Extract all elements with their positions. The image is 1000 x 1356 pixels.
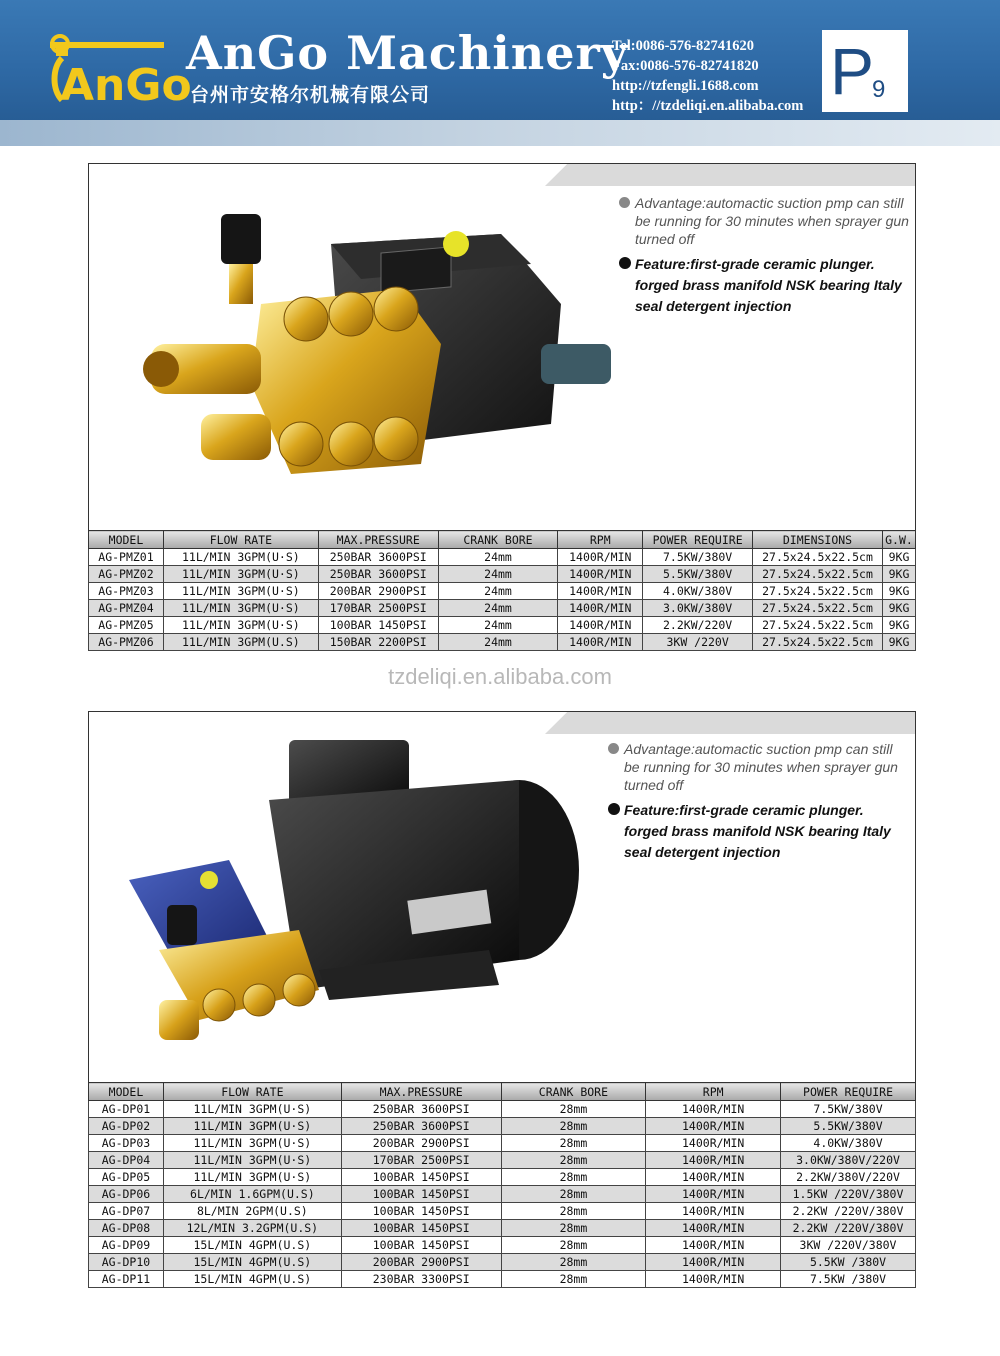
table-cell: 2.2KW /220V/380V bbox=[781, 1203, 916, 1220]
column-header: FLOW RATE bbox=[163, 1083, 341, 1101]
table-cell: 3KW /220V/380V bbox=[781, 1237, 916, 1254]
table-cell: AG-PMZ04 bbox=[89, 600, 164, 617]
table-cell: 250BAR 3600PSI bbox=[318, 566, 438, 583]
table-cell: AG-DP03 bbox=[89, 1135, 164, 1152]
table-cell: 9KG bbox=[882, 600, 915, 617]
table-cell: 1400R/MIN bbox=[646, 1169, 781, 1186]
table-cell: 1.5KW /220V/380V bbox=[781, 1186, 916, 1203]
table-cell: 3.0KW/380V/220V bbox=[781, 1152, 916, 1169]
website-link-1688[interactable]: http://tzfengli.1688.com bbox=[612, 78, 759, 94]
table-cell: 11L/MIN 3GPM(U·S) bbox=[163, 549, 318, 566]
table-cell: 28mm bbox=[501, 1254, 646, 1271]
table-cell: 27.5x24.5x22.5cm bbox=[753, 549, 883, 566]
table-row bbox=[89, 634, 916, 651]
table-cell: 1400R/MIN bbox=[646, 1271, 781, 1288]
table-row bbox=[89, 549, 916, 566]
table-cell: 1400R/MIN bbox=[646, 1152, 781, 1169]
page-header bbox=[0, 0, 1000, 120]
bullet-icon bbox=[619, 197, 630, 208]
table-cell: AG-PMZ01 bbox=[89, 549, 164, 566]
table-cell: 7.5KW /380V bbox=[781, 1271, 916, 1288]
table-cell: 28mm bbox=[501, 1237, 646, 1254]
table-cell: 28mm bbox=[501, 1271, 646, 1288]
table-row bbox=[89, 1237, 916, 1254]
table-cell: 1400R/MIN bbox=[646, 1237, 781, 1254]
column-header: RPM bbox=[558, 531, 643, 549]
table-cell: 250BAR 3600PSI bbox=[341, 1118, 501, 1135]
table-cell: 24mm bbox=[438, 549, 558, 566]
bullet-icon bbox=[619, 257, 631, 269]
tel-text: Tel:0086-576-82741620 bbox=[612, 38, 755, 54]
table-cell: 2.2KW/220V bbox=[643, 617, 753, 634]
table-cell: 24mm bbox=[438, 566, 558, 583]
spec-table-dp bbox=[88, 1082, 916, 1288]
table-cell: 1400R/MIN bbox=[646, 1135, 781, 1152]
motor-pump-image bbox=[119, 720, 589, 1080]
table-row bbox=[89, 1203, 916, 1220]
table-cell: 28mm bbox=[501, 1169, 646, 1186]
table-cell: 15L/MIN 4GPM(U.S) bbox=[163, 1271, 341, 1288]
table-cell: AG-DP01 bbox=[89, 1101, 164, 1118]
table-row bbox=[89, 1254, 916, 1271]
table-cell: 4.0KW/380V bbox=[643, 583, 753, 600]
table-row bbox=[89, 600, 916, 617]
column-header: POWER REQUIRE bbox=[643, 531, 753, 549]
table-cell: 250BAR 3600PSI bbox=[341, 1101, 501, 1118]
table-cell: AG-DP10 bbox=[89, 1254, 164, 1271]
table-cell: 11L/MIN 3GPM(U·S) bbox=[163, 1135, 341, 1152]
table-row bbox=[89, 566, 916, 583]
table-cell: 1400R/MIN bbox=[646, 1118, 781, 1135]
table-cell: AG-DP06 bbox=[89, 1186, 164, 1203]
table-cell: 9KG bbox=[882, 634, 915, 651]
page-letter: P bbox=[830, 34, 875, 108]
table-row bbox=[89, 1186, 916, 1203]
product-panel-dp bbox=[88, 711, 916, 1083]
table-cell: 1400R/MIN bbox=[558, 549, 643, 566]
table-cell: 11L/MIN 3GPM(U·S) bbox=[163, 1152, 341, 1169]
table-cell: 28mm bbox=[501, 1203, 646, 1220]
table-cell: 27.5x24.5x22.5cm bbox=[753, 617, 883, 634]
table-cell: 200BAR 2900PSI bbox=[318, 583, 438, 600]
table-cell: 2.2KW/380V/220V bbox=[781, 1169, 916, 1186]
table-cell: 7.5KW/380V bbox=[643, 549, 753, 566]
table-cell: AG-DP02 bbox=[89, 1118, 164, 1135]
brand-name-chinese: 台州市安格尔机械有限公司 bbox=[190, 84, 431, 106]
feature-text-1: Feature:first-grade ceramic plunger. forged brass manifold NSK bearing Italy seal detergent injection bbox=[635, 254, 915, 317]
fax-text: Fax:0086-576-82741820 bbox=[612, 58, 759, 74]
table-cell: 9KG bbox=[882, 566, 915, 583]
table-cell: 24mm bbox=[438, 634, 558, 651]
panel-top-strip bbox=[545, 712, 915, 734]
table-cell: 11L/MIN 3GPM(U·S) bbox=[163, 600, 318, 617]
page-number-badge bbox=[822, 30, 908, 112]
table-cell: AG-PMZ05 bbox=[89, 617, 164, 634]
table-cell: 1400R/MIN bbox=[558, 600, 643, 617]
table-cell: 11L/MIN 3GPM(U·S) bbox=[163, 1101, 341, 1118]
triplex-pump-image bbox=[141, 194, 581, 494]
column-header: POWER REQUIRE bbox=[781, 1083, 916, 1101]
column-header: MAX.PRESSURE bbox=[341, 1083, 501, 1101]
bullet-icon bbox=[608, 743, 619, 754]
table-cell: AG-PMZ03 bbox=[89, 583, 164, 600]
header-divider-band bbox=[0, 120, 1000, 146]
column-header: FLOW RATE bbox=[163, 531, 318, 549]
ango-logo-icon bbox=[46, 28, 192, 111]
table-cell: 200BAR 2900PSI bbox=[341, 1135, 501, 1152]
spec-table-pmz bbox=[88, 530, 916, 651]
table-cell: 170BAR 2500PSI bbox=[318, 600, 438, 617]
feature-text-2: Feature:first-grade ceramic plunger. forged brass manifold NSK bearing Italy seal detergent injection bbox=[624, 800, 909, 863]
column-header: MODEL bbox=[89, 1083, 164, 1101]
table-cell: 11L/MIN 3GPM(U.S) bbox=[163, 634, 318, 651]
table-cell: 11L/MIN 3GPM(U·S) bbox=[163, 1118, 341, 1135]
table-cell: 100BAR 1450PSI bbox=[341, 1237, 501, 1254]
table-row bbox=[89, 1101, 916, 1118]
table-cell: 1400R/MIN bbox=[646, 1101, 781, 1118]
table-cell: 1400R/MIN bbox=[646, 1220, 781, 1237]
table-cell: 5.5KW/380V bbox=[643, 566, 753, 583]
table-cell: AG-DP09 bbox=[89, 1237, 164, 1254]
contact-block bbox=[612, 36, 803, 116]
table-cell: 28mm bbox=[501, 1152, 646, 1169]
table-cell: 2.2KW /220V/380V bbox=[781, 1220, 916, 1237]
table-cell: 100BAR 1450PSI bbox=[318, 617, 438, 634]
table-cell: 9KG bbox=[882, 583, 915, 600]
table-cell: 28mm bbox=[501, 1220, 646, 1237]
table-cell: 11L/MIN 3GPM(U·S) bbox=[163, 583, 318, 600]
table-cell: 100BAR 1450PSI bbox=[341, 1186, 501, 1203]
table-cell: 9KG bbox=[882, 549, 915, 566]
table-row bbox=[89, 1152, 916, 1169]
table-row bbox=[89, 1169, 916, 1186]
website-link-alibaba[interactable]: http：//tzdeliqi.en.alibaba.com bbox=[612, 98, 804, 114]
table-cell: 8L/MIN 2GPM(U.S) bbox=[163, 1203, 341, 1220]
table-cell: 28mm bbox=[501, 1186, 646, 1203]
table-cell: 150BAR 2200PSI bbox=[318, 634, 438, 651]
table-cell: AG-DP07 bbox=[89, 1203, 164, 1220]
table-cell: 11L/MIN 3GPM(U·S) bbox=[163, 1169, 341, 1186]
table-row bbox=[89, 617, 916, 634]
table-cell: 1400R/MIN bbox=[558, 617, 643, 634]
table-cell: 27.5x24.5x22.5cm bbox=[753, 566, 883, 583]
table-cell: 3KW /220V bbox=[643, 634, 753, 651]
table-cell: 24mm bbox=[438, 600, 558, 617]
column-header: MAX.PRESSURE bbox=[318, 531, 438, 549]
table-cell: 250BAR 3600PSI bbox=[318, 549, 438, 566]
table-cell: 230BAR 3300PSI bbox=[341, 1271, 501, 1288]
table-cell: AG-PMZ06 bbox=[89, 634, 164, 651]
table-cell: 11L/MIN 3GPM(U·S) bbox=[163, 617, 318, 634]
table-cell: 100BAR 1450PSI bbox=[341, 1203, 501, 1220]
table-cell: 4.0KW/380V bbox=[781, 1135, 916, 1152]
table-cell: 3.0KW/380V bbox=[643, 600, 753, 617]
table-cell: 9KG bbox=[882, 617, 915, 634]
table-cell: 1400R/MIN bbox=[558, 583, 643, 600]
table-row bbox=[89, 1135, 916, 1152]
table-cell: 28mm bbox=[501, 1101, 646, 1118]
product-panel-pmz bbox=[88, 163, 916, 531]
table-cell: 5.5KW/380V bbox=[781, 1118, 916, 1135]
column-header: G.W. bbox=[882, 531, 915, 549]
panel-top-strip bbox=[545, 164, 915, 186]
table-cell: 11L/MIN 3GPM(U·S) bbox=[163, 566, 318, 583]
table-cell: AG-PMZ02 bbox=[89, 566, 164, 583]
column-header: DIMENSIONS bbox=[753, 531, 883, 549]
column-header: CRANK BORE bbox=[501, 1083, 646, 1101]
brand-name: AnGo Machinery bbox=[186, 26, 629, 80]
table-cell: 1400R/MIN bbox=[558, 634, 643, 651]
table-cell: 27.5x24.5x22.5cm bbox=[753, 600, 883, 617]
table-cell: 100BAR 1450PSI bbox=[341, 1169, 501, 1186]
bullet-icon bbox=[608, 803, 620, 815]
table-row bbox=[89, 583, 916, 600]
table-cell: 12L/MIN 3.2GPM(U.S) bbox=[163, 1220, 341, 1237]
table-cell: 24mm bbox=[438, 583, 558, 600]
table-cell: 1400R/MIN bbox=[646, 1186, 781, 1203]
table-cell: AG-DP08 bbox=[89, 1220, 164, 1237]
column-header: CRANK BORE bbox=[438, 531, 558, 549]
advantage-text-2: Advantage:automactic suction pmp can still be running for 30 minutes when sprayer gun turned off bbox=[624, 740, 909, 794]
table-cell: AG-DP04 bbox=[89, 1152, 164, 1169]
advantage-text-1: Advantage:automactic suction pmp can still be running for 30 minutes when sprayer gun turned off bbox=[635, 194, 915, 248]
table-cell: 170BAR 2500PSI bbox=[341, 1152, 501, 1169]
table-cell: 200BAR 2900PSI bbox=[341, 1254, 501, 1271]
table-cell: 15L/MIN 4GPM(U.S) bbox=[163, 1254, 341, 1271]
table-cell: 1400R/MIN bbox=[646, 1254, 781, 1271]
table-cell: 5.5KW /380V bbox=[781, 1254, 916, 1271]
column-header: RPM bbox=[646, 1083, 781, 1101]
table-cell: 100BAR 1450PSI bbox=[341, 1220, 501, 1237]
table-cell: 1400R/MIN bbox=[646, 1203, 781, 1220]
table-cell: 1400R/MIN bbox=[558, 566, 643, 583]
watermark-text: tzdeliqi.en.alibaba.com bbox=[388, 664, 612, 689]
table-cell: 27.5x24.5x22.5cm bbox=[753, 583, 883, 600]
table-cell: 28mm bbox=[501, 1135, 646, 1152]
table-row bbox=[89, 1118, 916, 1135]
table-row bbox=[89, 1271, 916, 1288]
table-cell: AG-DP05 bbox=[89, 1169, 164, 1186]
table-row bbox=[89, 1220, 916, 1237]
table-cell: 28mm bbox=[501, 1118, 646, 1135]
svg-text:AnGo: AnGo bbox=[60, 60, 192, 111]
table-cell: AG-DP11 bbox=[89, 1271, 164, 1288]
table-cell: 24mm bbox=[438, 617, 558, 634]
column-header: MODEL bbox=[89, 531, 164, 549]
table-cell: 27.5x24.5x22.5cm bbox=[753, 634, 883, 651]
table-cell: 7.5KW/380V bbox=[781, 1101, 916, 1118]
table-cell: 6L/MIN 1.6GPM(U.S) bbox=[163, 1186, 341, 1203]
table-cell: 15L/MIN 4GPM(U.S) bbox=[163, 1237, 341, 1254]
page-number: 9 bbox=[872, 76, 886, 103]
